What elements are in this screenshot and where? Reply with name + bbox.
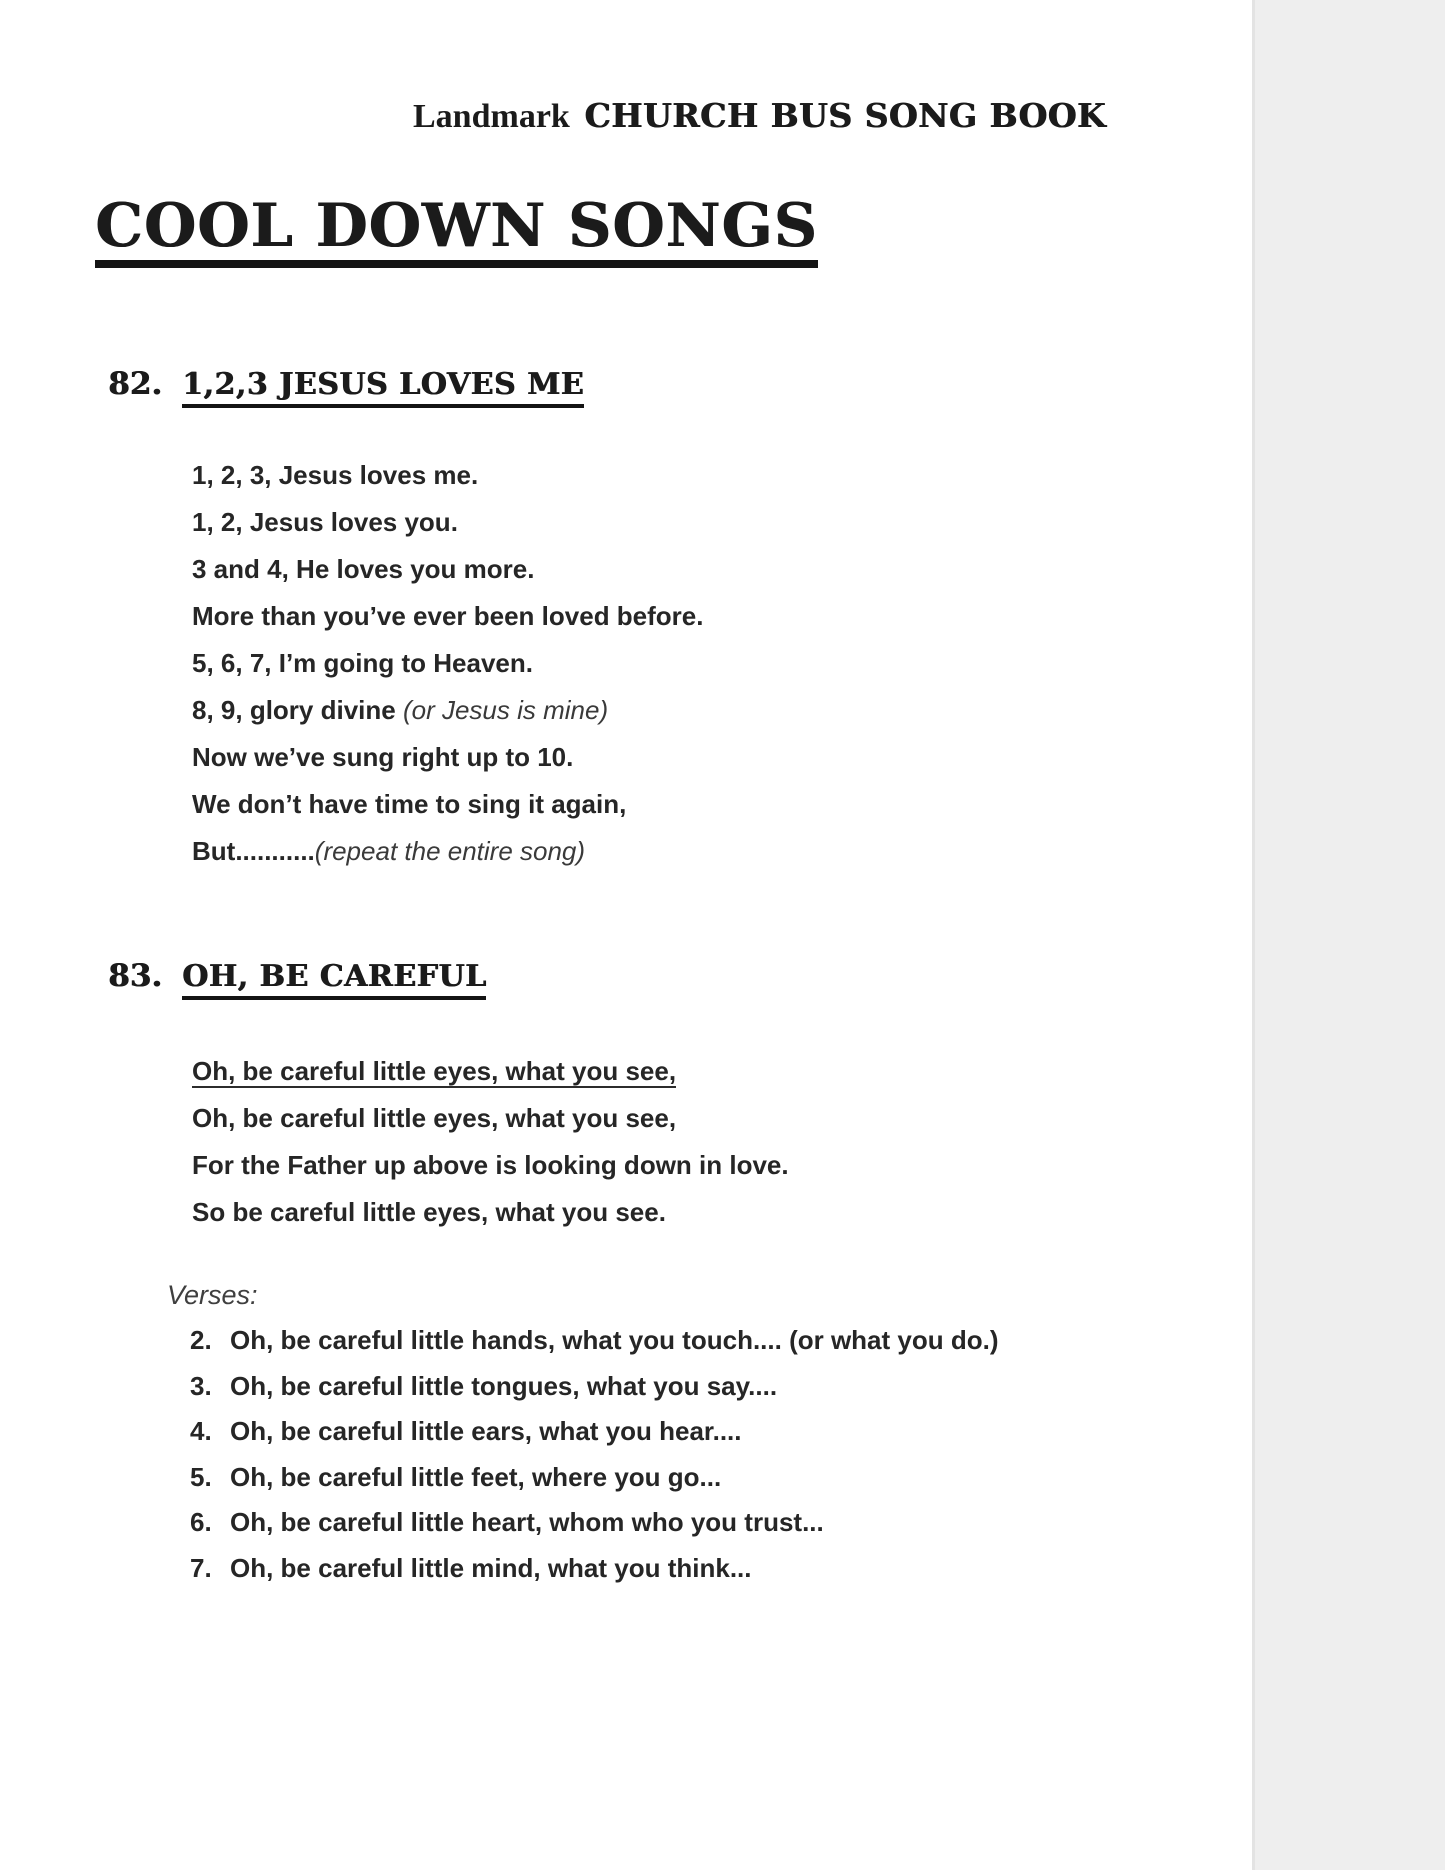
lyric-aside: (or Jesus is mine) xyxy=(402,695,609,725)
lyric-aside: (repeat the entire song) xyxy=(314,836,586,866)
lyric-line xyxy=(192,1142,789,1189)
document-header xyxy=(413,96,1106,136)
song-83-verses xyxy=(190,1318,999,1591)
lyric-text: Oh, be careful little eyes, what you see, xyxy=(192,1103,677,1133)
lyric-line xyxy=(192,546,703,593)
scan-margin-strip xyxy=(1252,0,1445,1870)
verse-row xyxy=(190,1546,999,1592)
song-82-heading xyxy=(108,366,584,408)
lyric-text: For the Father up above is looking down in love. xyxy=(192,1150,789,1180)
verse-number: 4. xyxy=(190,1416,212,1446)
lyric-line xyxy=(192,640,703,687)
song-82-title: 1,2,3 JESUS LOVES ME xyxy=(182,367,584,408)
lyric-line xyxy=(192,593,703,640)
verse-row xyxy=(190,1409,999,1455)
lyric-text-underlined: Oh, be careful little eyes, what you see, xyxy=(192,1056,677,1086)
verse-row xyxy=(190,1500,999,1546)
verse-number: 3. xyxy=(190,1370,212,1401)
song-83-heading xyxy=(108,958,486,1000)
lyric-line xyxy=(192,1189,789,1236)
verse-number: 5. xyxy=(190,1461,212,1492)
verse-text: Oh, be careful little tongues, what you say.... xyxy=(230,1370,778,1401)
lyric-text: 1, 2, 3, Jesus loves me. xyxy=(192,460,479,490)
lyric-text: We don’t have time to sing it again, xyxy=(192,789,627,819)
lyric-line xyxy=(192,1095,789,1142)
lyric-line xyxy=(192,499,703,546)
song-82-number: 82. xyxy=(108,366,162,402)
verse-text: Oh, be careful little mind, what you think... xyxy=(230,1552,752,1583)
lyric-line xyxy=(192,781,703,828)
song-83-chorus xyxy=(192,1048,789,1236)
lyric-text: 3 and 4, He loves you more. xyxy=(192,554,535,584)
section-title: COOL DOWN SONGS xyxy=(95,196,818,268)
lyric-line xyxy=(192,734,703,781)
lyric-line xyxy=(192,452,703,499)
song-83-title: OH, BE CAREFUL xyxy=(182,959,487,1000)
verse-text: Oh, be careful little ears, what you hear.... xyxy=(230,1416,742,1446)
lyric-text: So be careful little eyes, what you see. xyxy=(192,1197,666,1227)
lyric-line xyxy=(192,1048,789,1095)
verse-row xyxy=(190,1318,999,1364)
lyric-line xyxy=(192,828,703,875)
verse-number: 6. xyxy=(190,1507,212,1537)
verse-row xyxy=(190,1364,999,1410)
verse-text: Oh, be careful little heart, whom who you trust... xyxy=(230,1507,824,1537)
lyric-text: 1, 2, Jesus loves you. xyxy=(192,507,458,537)
lyric-text: More than you’ve ever been loved before. xyxy=(192,601,704,631)
header-book-title: CHURCH BUS SONG BOOK xyxy=(584,96,1106,135)
verse-number: 7. xyxy=(190,1552,212,1583)
header-prefix: Landmark xyxy=(413,98,570,135)
lyric-text: But........... xyxy=(192,836,315,866)
song-82-lyrics xyxy=(192,452,703,875)
lyric-text: Now we’ve sung right up to 10. xyxy=(192,742,574,772)
verse-row xyxy=(190,1455,999,1501)
lyric-line xyxy=(192,687,703,734)
verse-number: 2. xyxy=(190,1325,212,1355)
lyric-text: 8, 9, glory divine xyxy=(192,695,403,725)
verse-text: Oh, be careful little hands, what you touch.... (or what you do.) xyxy=(230,1325,999,1355)
song-83-number: 83. xyxy=(108,958,162,994)
verses-label: Verses: xyxy=(167,1280,258,1310)
lyric-text: 5, 6, 7, I’m going to Heaven. xyxy=(192,648,533,678)
verse-text: Oh, be careful little feet, where you go... xyxy=(230,1461,722,1492)
